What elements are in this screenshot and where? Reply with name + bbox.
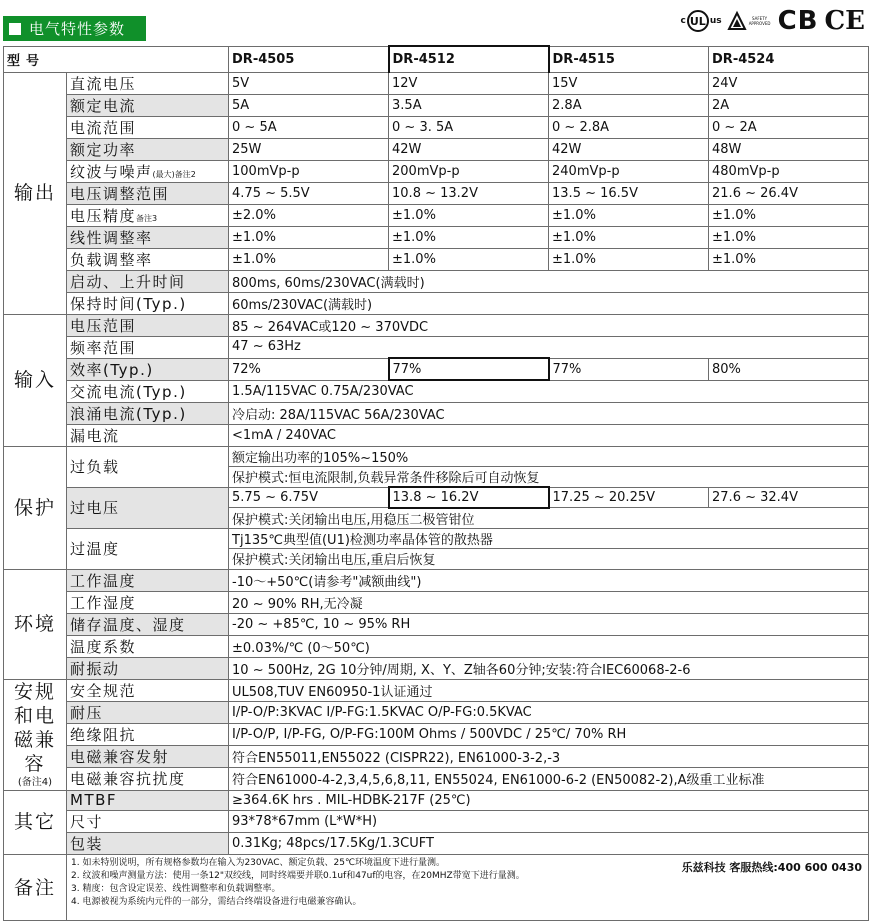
spec-row [4, 402, 869, 424]
safety-approved-text: SAFETY APPROVED [748, 16, 771, 26]
row-label: 频率范围 [67, 336, 229, 358]
model-cell: DR-4524 [709, 46, 869, 72]
value-cell: 符合EN55011,EN55022 (CISPR22), EN61000-3-2,-3 [229, 746, 869, 768]
value-cell: 20 ~ 90% RH,无冷凝 [229, 591, 869, 613]
certification-logos [680, 6, 865, 36]
spec-row [4, 635, 869, 657]
value-cell: ±1.0% [709, 248, 869, 270]
value-cell: UL508,TUV EN60950-1认证通过 [229, 679, 869, 701]
value-cell: ±2.0% [229, 204, 389, 226]
value-cell: 27.6 ~ 32.4V [709, 487, 869, 508]
row-label: 温度系数 [67, 635, 229, 657]
spec-row [4, 336, 869, 358]
cul-us-logo: c UL us [680, 10, 721, 32]
row-label: 负载调整率 [67, 248, 229, 270]
row-label: 耐压 [67, 701, 229, 723]
value-cell: 77% [389, 358, 549, 380]
row-label: 浪涌电流(Typ.) [67, 402, 229, 424]
value-cell: 85 ~ 264VAC或120 ~ 370VDC [229, 314, 869, 336]
spec-row [4, 833, 869, 855]
ce-logo: CE [824, 6, 865, 36]
row-label: 工作湿度 [67, 591, 229, 613]
row-label: 过温度 [67, 528, 229, 569]
value-cell: 240mVp-p [549, 160, 709, 182]
value-cell: 200mVp-p [389, 160, 549, 182]
section-header [3, 16, 146, 41]
value-cell: ±1.0% [709, 226, 869, 248]
row-label-note: 备注3 [136, 213, 158, 223]
spec-row [4, 358, 869, 380]
value-cell: 保护模式:关闭输出电压,用稳压二极管钳位 [229, 508, 869, 529]
value-cell: ±1.0% [549, 204, 709, 226]
spec-row [4, 182, 869, 204]
spec-row [4, 138, 869, 160]
spec-row [4, 790, 869, 811]
row-label: 保持时间(Typ.) [67, 292, 229, 314]
value-cell: 15V [549, 72, 709, 94]
row-label: 交流电流(Typ.) [67, 380, 229, 402]
group-output: 输出 [4, 72, 67, 314]
spec-row [4, 94, 869, 116]
value-cell: 21.6 ~ 26.4V [709, 182, 869, 204]
notes-cell [67, 855, 869, 921]
model-title: 型号 [4, 46, 229, 72]
value-cell: 4.75 ~ 5.5V [229, 182, 389, 204]
row-label: 绝缘阻抗 [67, 723, 229, 745]
row-label: 过负载 [67, 446, 229, 487]
value-cell: 80% [709, 358, 869, 380]
value-cell: 5V [229, 72, 389, 94]
value-cell: Tj135℃典型值(U1)检测功率晶体管的散热器 [229, 528, 869, 549]
row-label: 包装 [67, 833, 229, 855]
spec-row [4, 679, 869, 701]
row-label: 线性调整率 [67, 226, 229, 248]
value-cell: ±0.03%/℃ (0～50℃) [229, 635, 869, 657]
note-line: 4. 电源被视为系统内元件的一部分，需结合终端设备进行电磁兼容确认。 [71, 897, 362, 907]
cb-logo: CB [777, 6, 819, 36]
ul-circle-icon: UL [687, 10, 709, 32]
model-cell: DR-4512 [389, 46, 549, 72]
row-label: 储存温度、湿度 [67, 613, 229, 635]
spec-row [4, 204, 869, 226]
value-cell: 2.8A [549, 94, 709, 116]
spec-row [4, 314, 869, 336]
value-cell: 800ms, 60ms/230VAC(满载时) [229, 270, 869, 292]
row-label: MTBF [67, 790, 229, 811]
value-cell: 保护模式:恒电流限制,负载异常条件移除后可自动恢复 [229, 467, 869, 488]
model-cell: DR-4505 [229, 46, 389, 72]
row-label: 过电压 [67, 487, 229, 528]
value-cell: 5A [229, 94, 389, 116]
square-icon [9, 23, 21, 35]
value-cell: 保护模式:关闭输出电压,重启后恢复 [229, 549, 869, 570]
spec-row [4, 746, 869, 768]
spec-row [4, 270, 869, 292]
row-label: 效率(Typ.) [67, 358, 229, 380]
row-label: 安全规范 [67, 679, 229, 701]
value-cell: ±1.0% [549, 226, 709, 248]
safety-triangle-logo [728, 12, 772, 30]
spec-row [4, 446, 869, 467]
row-label: 额定电流 [67, 94, 229, 116]
spec-row [4, 380, 869, 402]
value-cell: ±1.0% [389, 248, 549, 270]
value-cell: 1.5A/115VAC 0.75A/230VAC [229, 380, 869, 402]
section-title: 电气特性参数 [29, 20, 126, 38]
row-label: 电压精度备注3 [67, 204, 229, 226]
spec-row [4, 160, 869, 182]
value-cell: 额定输出功率的105%~150% [229, 446, 869, 467]
row-label-note: (最大)备注2 [152, 169, 196, 179]
note-line: 2. 纹波和噪声测量方法：使用一条12"双绞线，同时终端要并联0.1uf和47uf的电容，在20MHZ带宽下进行量测。 [71, 871, 525, 881]
spec-row [4, 116, 869, 138]
spec-row [4, 701, 869, 723]
value-cell: 13.5 ~ 16.5V [549, 182, 709, 204]
value-cell: ±1.0% [389, 226, 549, 248]
value-cell: I/P-O/P, I/P-FG, O/P-FG:100M Ohms / 500VDC / 25℃/ 70% RH [229, 723, 869, 745]
value-cell: 25W [229, 138, 389, 160]
value-cell: 3.5A [389, 94, 549, 116]
spec-table [3, 45, 869, 921]
row-label: 漏电流 [67, 424, 229, 446]
spec-row [4, 72, 869, 94]
hotline-text: 乐兹科技 客服热线:400 600 0430 [681, 861, 863, 874]
value-cell: 24V [709, 72, 869, 94]
value-cell: 93*78*67mm (L*W*H) [229, 811, 869, 833]
row-label: 电流范围 [67, 116, 229, 138]
spec-row [4, 768, 869, 790]
value-cell: 100mVp-p [229, 160, 389, 182]
value-cell: 0 ~ 2A [709, 116, 869, 138]
notes-row [4, 855, 869, 921]
value-cell: 72% [229, 358, 389, 380]
row-label: 直流电压 [67, 72, 229, 94]
row-label: 额定功率 [67, 138, 229, 160]
spec-row [4, 292, 869, 314]
value-cell: -10～+50℃(请参考"减额曲线") [229, 569, 869, 591]
value-cell: 47 ~ 63Hz [229, 336, 869, 358]
value-cell: 60ms/230VAC(满载时) [229, 292, 869, 314]
row-label: 电压调整范围 [67, 182, 229, 204]
row-label: 启动、上升时间 [67, 270, 229, 292]
group-notes: 备注 [4, 855, 67, 921]
value-cell: 480mVp-p [709, 160, 869, 182]
spec-row [4, 613, 869, 635]
spec-row [4, 591, 869, 613]
value-cell: 10.8 ~ 13.2V [389, 182, 549, 204]
spec-row [4, 248, 869, 270]
row-label: 电磁兼容发射 [67, 746, 229, 768]
spec-row [4, 569, 869, 591]
spec-row [4, 226, 869, 248]
value-cell: 17.25 ~ 20.25V [549, 487, 709, 508]
triangle-icon [728, 12, 746, 30]
spec-row [4, 811, 869, 833]
group-protection: 保护 [4, 446, 67, 569]
group-environment: 环境 [4, 569, 67, 679]
group-note: (备注4) [17, 776, 53, 788]
value-cell: ±1.0% [229, 226, 389, 248]
spec-row [4, 528, 869, 549]
value-cell: ≥364.6K hrs . MIL-HDBK-217F (25℃) [229, 790, 869, 811]
value-cell: 冷启动: 28A/115VAC 56A/230VAC [229, 402, 869, 424]
model-cell: DR-4515 [549, 46, 709, 72]
value-cell: 0 ~ 3. 5A [389, 116, 549, 138]
value-cell: <1mA / 240VAC [229, 424, 869, 446]
value-cell: 42W [549, 138, 709, 160]
value-cell: 12V [389, 72, 549, 94]
value-cell: ±1.0% [389, 204, 549, 226]
group-input: 输入 [4, 314, 67, 446]
note-line: 1. 如未特别说明，所有规格参数均在输入为230VAC、额定负载、25℃环境温度下进行量测。 [71, 858, 446, 868]
model-row [4, 46, 869, 72]
value-cell: 0 ~ 5A [229, 116, 389, 138]
note-line: 3. 精度：包含设定误差、线性调整率和负载调整率。 [71, 884, 281, 894]
value-cell: 0.31Kg; 48pcs/17.5Kg/1.3CUFT [229, 833, 869, 855]
row-label: 尺寸 [67, 811, 229, 833]
spec-row [4, 487, 869, 508]
value-cell: I/P-O/P:3KVAC I/P-FG:1.5KVAC O/P-FG:0.5KVAC [229, 701, 869, 723]
value-cell: 10 ~ 500Hz, 2G 10分钟/周期, X、Y、Z轴各60分钟;安装:符合IEC60068-2-6 [229, 657, 869, 679]
value-cell: 13.8 ~ 16.2V [389, 487, 549, 508]
spec-row [4, 424, 869, 446]
value-cell: 48W [709, 138, 869, 160]
value-cell: 2A [709, 94, 869, 116]
row-label: 电压范围 [67, 314, 229, 336]
spec-row [4, 657, 869, 679]
value-cell: -20 ~ +85℃, 10 ~ 95% RH [229, 613, 869, 635]
value-cell: 0 ~ 2.8A [549, 116, 709, 138]
value-cell: 符合EN61000-4-2,3,4,5,6,8,11, EN55024, EN61000-6-2 (EN50082-2),A级重工业标准 [229, 768, 869, 790]
value-cell: ±1.0% [229, 248, 389, 270]
value-cell: ±1.0% [549, 248, 709, 270]
row-label: 耐振动 [67, 657, 229, 679]
value-cell: 42W [389, 138, 549, 160]
row-label: 纹波与噪声(最大)备注2 [67, 160, 229, 182]
value-cell: 77% [549, 358, 709, 380]
row-label: 电磁兼容抗扰度 [67, 768, 229, 790]
spec-row [4, 723, 869, 745]
group-others: 其它 [4, 790, 67, 855]
value-cell: 5.75 ~ 6.75V [229, 487, 389, 508]
value-cell: ±1.0% [709, 204, 869, 226]
row-label: 工作温度 [67, 569, 229, 591]
group-safety-emc: 安规和电磁兼容 (备注4) [4, 679, 67, 790]
